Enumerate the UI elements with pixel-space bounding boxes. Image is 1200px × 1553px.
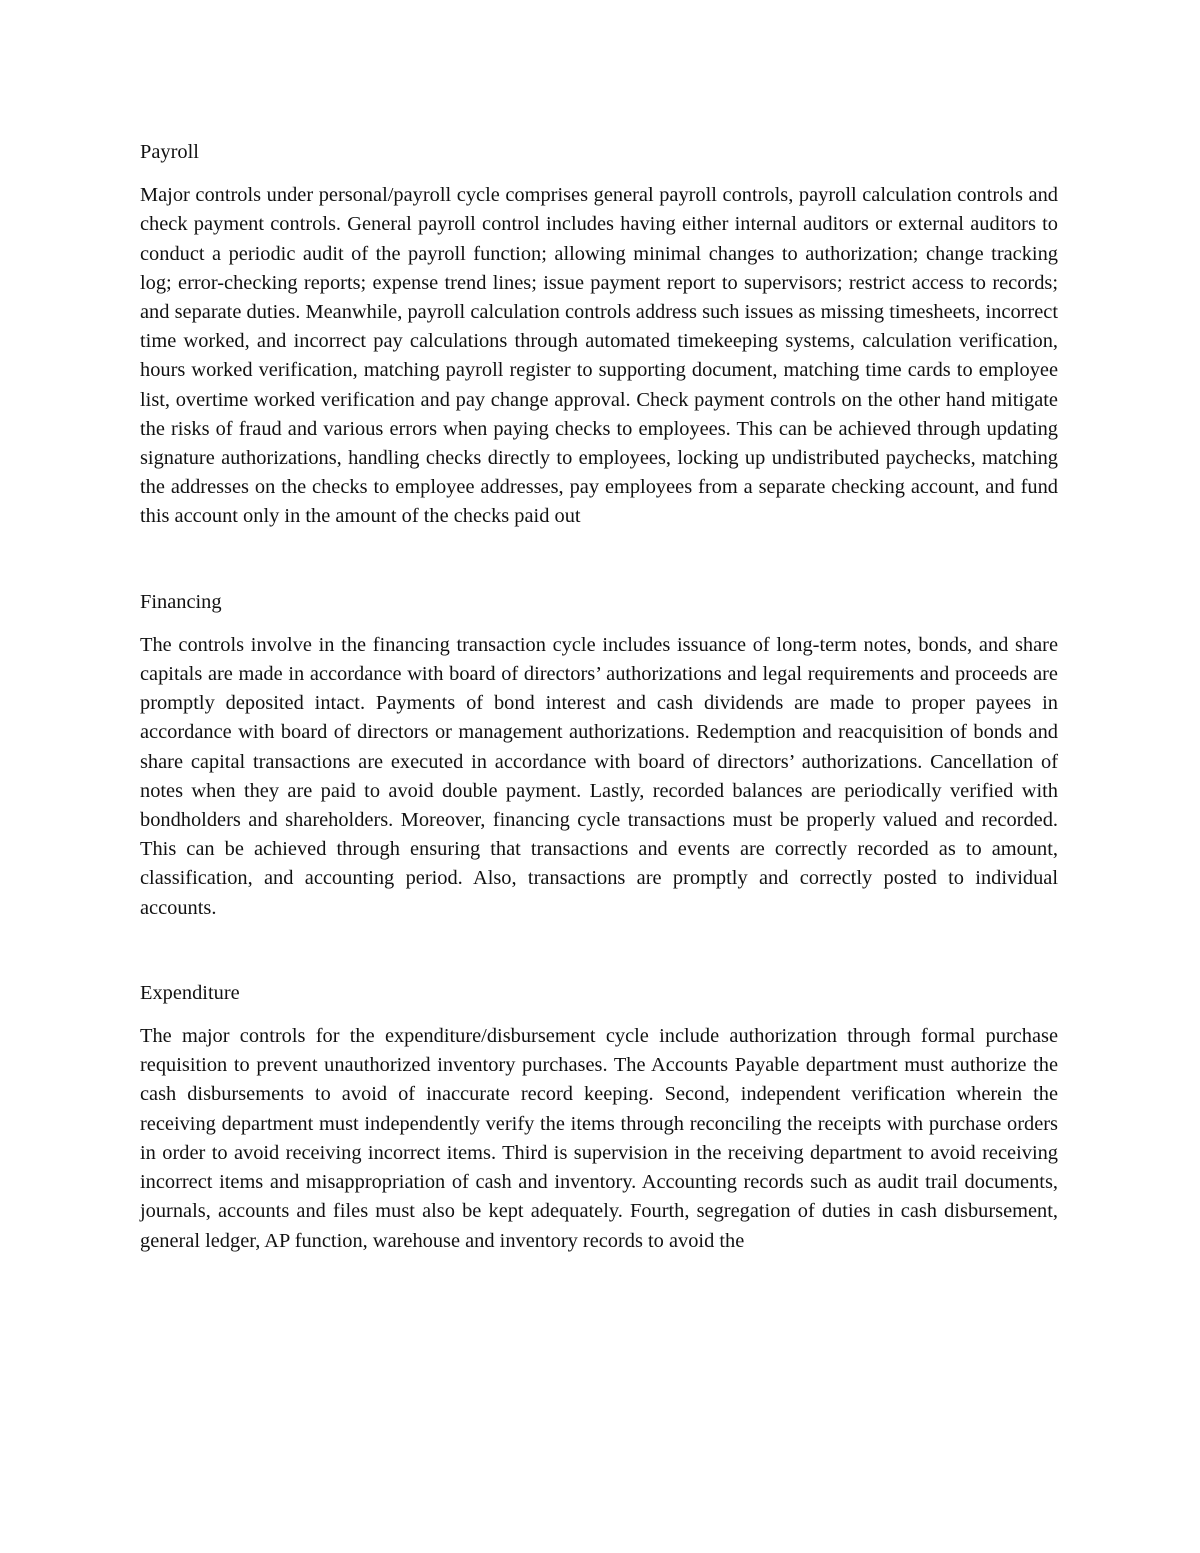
section-heading-payroll: Payroll	[140, 141, 199, 163]
section-heading-expenditure: Expenditure	[140, 981, 240, 1004]
spacer	[140, 532, 1058, 588]
section-body-expenditure: The major controls for the expenditure/disbursement cycle include authorization through formal purchase requisition to prevent unauthorized inventory purchases. The Accounts Payable department must authorize the cash disbursements to avoid of inaccurate record keeping. Second, independent verification wherein the receiving department must independently verify the items through reconciling the receipts with purchase orders in order to avoid receiving incorrect items. Third is supervision in the receiving department to avoid receiving incorrect items and misappropriation of cash and inventory. Accounting records such as audit trail documents, journals, accounts and files must also be kept adequately. Fourth, segregation of duties in cash disbursement, general ledger, AP function, warehouse and inventory records to avoid the	[140, 1025, 1058, 1252]
document-content	[140, 138, 1058, 1256]
section-heading-financing: Financing	[140, 590, 222, 613]
section-body-financing: The controls involve in the financing transaction cycle includes issuance of long-term notes, bonds, and share capitals are made in accordance with board of directors’ authorizations and legal requirements and proceeds are promptly deposited intact. Payments of bond interest and cash dividends are made to proper payees in accordance with board of directors or management authorizations. Redemption and reacquisition of bonds and share capital transactions are executed in accordance with board of directors’ authorizations. Cancellation of notes when they are paid to avoid double payment. Lastly, recorded balances are periodically verified with bondholders and shareholders. Moreover, financing cycle transactions must be properly valued and recorded. This can be achieved through ensuring that transactions and events are correctly recorded as to amount, classification, and accounting period. Also, transactions are promptly and correctly posted to individual accounts.	[140, 633, 1058, 919]
spacer	[140, 1008, 1058, 1022]
spacer	[140, 923, 1058, 979]
spacer	[140, 167, 1058, 181]
section-body-payroll: Major controls under personal/payroll cycle comprises general payroll controls, payroll calculation controls and check payment controls. General payroll control includes having either internal auditors or external auditors to conduct a periodic audit of the payroll function; allowing minimal changes to authorization; change tracking log; error-checking reports; expense trend lines; issue payment report to supervisors; restrict access to records; and separate duties. Meanwhile, payroll calculation controls address such issues as missing timesheets, incorrect time worked, and incorrect pay calculations through automated timekeeping systems, calculation verification, hours worked verification, matching payroll register to supporting document, matching time cards to employee list, overtime worked verification and pay change approval. Check payment controls on the other hand mitigate the risks of fraud and various errors when paying checks to employees. This can be achieved through updating signature authorizations, handling checks directly to employees, locking up undistributed paychecks, matching the addresses on the checks to employee addresses, pay employees from a separate checking account, and fund this account only in the amount of the checks paid out	[140, 184, 1058, 528]
spacer	[140, 617, 1058, 631]
